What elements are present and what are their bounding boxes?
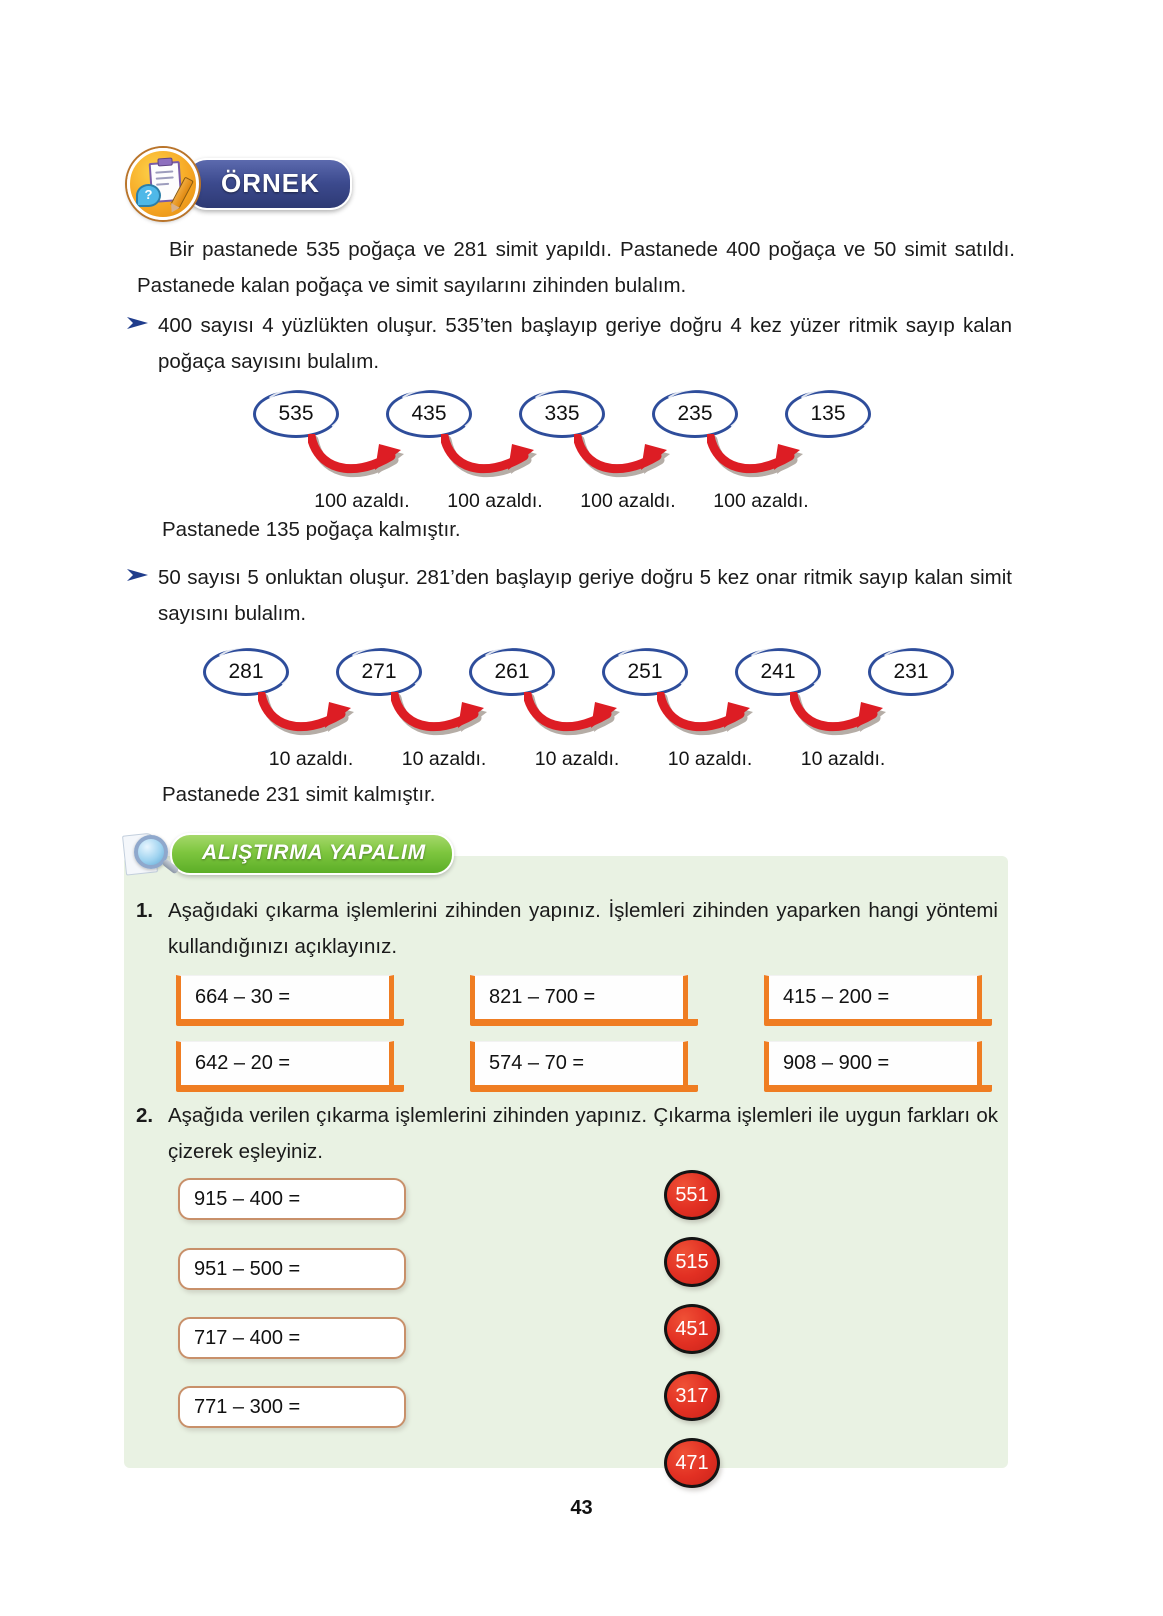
question-number: 2. — [136, 1104, 154, 1127]
decrement-arrow-icon — [790, 692, 894, 748]
matching-box[interactable]: 771 – 300 = — [178, 1386, 406, 1428]
ornek-badge — [127, 152, 352, 216]
question-text: Aşağıdaki çıkarma işlemlerini zihinden yapınız. İşlemleri zihinden yaparken hangi yöntemi kullandığınızı açıklayınız. — [168, 899, 998, 958]
chain-label: 10 azaldı. — [800, 748, 886, 770]
decrement-arrow-icon — [524, 692, 628, 748]
arrow-bullet-icon — [126, 316, 152, 333]
decrement-arrow-icon — [391, 692, 495, 748]
decrement-arrow-icon — [258, 692, 362, 748]
answer-circle[interactable]: 471 — [664, 1438, 720, 1488]
chain-label: 10 azaldı. — [268, 748, 354, 770]
chain-oval: 435 — [386, 390, 472, 438]
decrement-arrow-icon — [308, 434, 412, 490]
chain-oval: 135 — [785, 390, 871, 438]
alistirma-label: ALIŞTIRMA YAPALIM — [170, 833, 454, 875]
chain-label: 100 azaldı. — [580, 490, 676, 512]
chain-oval: 535 — [253, 390, 339, 438]
chain-oval: 251 — [602, 648, 688, 696]
chain-oval: 281 — [203, 648, 289, 696]
answer-box[interactable]: 574 – 70 = — [470, 1041, 688, 1085]
answer-circle[interactable]: 551 — [664, 1170, 720, 1220]
decrement-arrow-icon — [441, 434, 545, 490]
chain-oval: 335 — [519, 390, 605, 438]
question-number: 1. — [136, 899, 154, 922]
chain-oval: 261 — [469, 648, 555, 696]
answer-box[interactable]: 821 – 700 = — [470, 975, 688, 1019]
decrement-arrow-icon — [707, 434, 811, 490]
answer-circle[interactable]: 451 — [664, 1304, 720, 1354]
chain-label: 100 azaldı. — [314, 490, 410, 512]
example-bullet-2 — [126, 560, 1016, 632]
number-chain-tens — [203, 648, 973, 770]
arrow-bullet-icon — [126, 568, 152, 585]
number-chain-hundreds — [253, 390, 873, 512]
matching-box[interactable]: 717 – 400 = — [178, 1317, 406, 1359]
page-number: 43 — [570, 1497, 593, 1519]
chain-ovals-row — [253, 390, 873, 446]
chain-oval: 271 — [336, 648, 422, 696]
chain-label: 10 azaldı. — [401, 748, 487, 770]
example-bullet-2-text: 50 sayısı 5 onluktan oluşur. 281’den başlayıp geriye doğru 5 kez onar ritmik sayıp kalan simit sayısını bulalım. — [158, 566, 1012, 625]
chain-oval: 235 — [652, 390, 738, 438]
ornek-label: ÖRNEK — [185, 158, 352, 210]
alistirma-badge — [124, 830, 454, 878]
answer-circle[interactable]: 317 — [664, 1371, 720, 1421]
exercise-question-2 — [136, 1098, 998, 1170]
example-bullet-1-text: 400 sayısı 4 yüzlükten oluşur. 535’ten başlayıp geriye doğru 4 kez yüzer ritmik sayıp kalan poğaça sayısını bulalım. — [158, 314, 1012, 373]
clipboard-pencil-icon — [127, 148, 199, 220]
answer-box[interactable]: 415 – 200 = — [764, 975, 982, 1019]
example-conclusion-1: Pastanede 135 poğaça kalmıştır. — [162, 518, 461, 541]
chain-oval: 241 — [735, 648, 821, 696]
matching-box[interactable]: 951 – 500 = — [178, 1248, 406, 1290]
answer-circle[interactable]: 515 — [664, 1237, 720, 1287]
chain-ovals-row — [203, 648, 973, 704]
answer-box[interactable]: 664 – 30 = — [176, 975, 394, 1019]
decrement-arrow-icon — [657, 692, 761, 748]
question-text: Aşağıda verilen çıkarma işlemlerini zihinden yapınız. Çıkarma işlemleri ile uygun farkları ok çizerek eşleyiniz. — [168, 1104, 998, 1163]
answer-box[interactable]: 642 – 20 = — [176, 1041, 394, 1085]
example-bullet-1 — [126, 308, 1016, 380]
magnifier-icon — [124, 830, 182, 878]
chain-oval: 231 — [868, 648, 954, 696]
matching-box[interactable]: 915 – 400 = — [178, 1178, 406, 1220]
example-conclusion-2: Pastanede 231 simit kalmıştır. — [162, 783, 436, 806]
exercise-question-1 — [136, 893, 998, 965]
question-bubble-icon: ? — [136, 184, 161, 207]
chain-label: 100 azaldı. — [447, 490, 543, 512]
chain-label: 10 azaldı. — [534, 748, 620, 770]
example-intro-paragraph: Bir pastanede 535 poğaça ve 281 simit yapıldı. Pastanede 400 poğaça ve 50 simit satıldı. Pastanede kalan poğaça ve simit sayılarını zihinden bulalım. — [137, 238, 1015, 297]
decrement-arrow-icon — [574, 434, 678, 490]
chain-label: 10 azaldı. — [667, 748, 753, 770]
answer-box[interactable]: 908 – 900 = — [764, 1041, 982, 1085]
chain-label: 100 azaldı. — [713, 490, 809, 512]
